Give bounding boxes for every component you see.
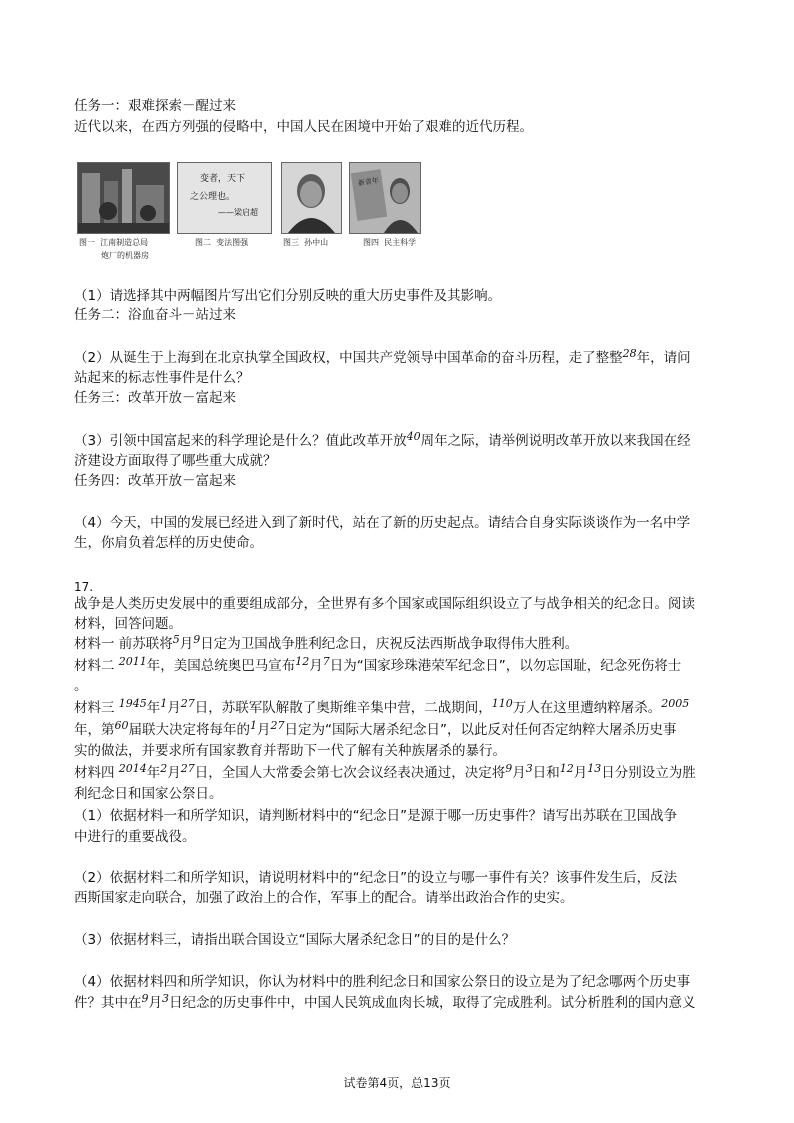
m2-n2: 12	[295, 655, 310, 668]
m3-n5: 2005	[661, 697, 690, 710]
sun-yatsen-portrait	[281, 162, 342, 234]
m4-n5: 3	[525, 762, 533, 775]
fig1-caption-line2: 炮厂的机器房	[101, 251, 149, 260]
material-2-line2: 。	[74, 678, 88, 694]
question-2-line2: 站起来的标志性事件是什么？	[74, 370, 250, 386]
material-3-line3: 实的做法，并要求所有国家教育并帮助下一代了解有关种族屠杀的暴行。	[74, 743, 506, 759]
fig4-caption-text: 民主科学	[384, 238, 417, 247]
m3-l2a: 年，第	[74, 722, 115, 738]
q17-sub1-line2: 中进行的重要战役。	[74, 829, 196, 845]
m1-n1: 5	[172, 633, 180, 646]
magazine-title: 新青年	[357, 176, 380, 188]
question-3-line2: 济建设方面取得了哪些重大成就？	[74, 453, 277, 469]
fig2-caption-text: 变法图强	[216, 238, 249, 247]
q3-text-a: （3）引领中国富起来的科学理论是什么？值此改革开放	[74, 433, 407, 449]
m1-c: 日定为卫国战争胜利纪念日，庆祝反法西斯战争取得伟大胜利。	[200, 636, 579, 652]
fig2-caption	[195, 237, 248, 248]
m4-d: 日，全国人大常委会第七次会议经表决通过，决定将	[194, 765, 506, 781]
m4-n6: 12	[559, 762, 574, 775]
material-3-line1	[74, 698, 689, 719]
m2-n3: 7	[322, 655, 330, 668]
q3-text-b: 周年之际，请举例说明改革开放以来我国在经	[420, 433, 691, 449]
task2-title: 任务二：浴血奋斗－站过来	[74, 307, 236, 323]
question-4-line1: （4）今天，中国的发展已经进入到了新时代，站在了新的历史起点。请结合自身实际谈谈作为一名中学	[74, 515, 691, 531]
m3-n4: 110	[491, 697, 513, 710]
reform-quote-card	[177, 162, 272, 234]
question-17-number: 17.	[74, 580, 94, 594]
question-3-line1	[74, 431, 691, 452]
fig4-caption	[363, 237, 416, 248]
s4-n2: 3	[162, 992, 169, 1005]
m4-n2: 2	[160, 762, 168, 775]
q17-sub4-line1: （4）依据材料四和所学知识，你认为材料中的胜利纪念日和国家公祭日的设立是为了纪念哪两个历史事	[74, 974, 691, 990]
m2-a: 材料二	[74, 658, 119, 674]
page-footer: 试卷第4页，总13页	[343, 1076, 451, 1090]
q17-sub2-line1: （2）依据材料二和所学知识，请说明材料中的“纪念日”的设立与哪一事件有关？该事件发生后，反法	[74, 870, 678, 886]
m2-d: 日为“国家珍珠港荣军纪念日”，以勿忘国耻，纪念死伤将士	[329, 658, 682, 674]
m3-d: 日，苏联军队解散了奥斯维辛集中营，二战期间，	[194, 700, 492, 716]
m4-c: 月	[167, 765, 181, 781]
m4-n7: 13	[587, 762, 602, 775]
m2-n1: 2011	[118, 655, 147, 668]
fig1-caption	[79, 237, 148, 248]
m3-e: 万人在这里遭纳粹屠杀。	[512, 700, 662, 716]
task3-title: 任务三：改革开放－富起来	[74, 390, 236, 406]
m3-c: 月	[167, 700, 181, 716]
q17-intro-line1: 战争是人类历史发展中的重要组成部分，全世界有多个国家或国际组织设立了与战争相关的纪念日。阅读	[74, 596, 695, 612]
fig4-num: 图四	[363, 238, 379, 247]
new-youth-image	[350, 163, 420, 233]
m4-n4: 9	[505, 762, 513, 775]
fig1-caption-line1: 江南制造总局	[100, 238, 149, 247]
m2-b: 年，美国总统奥巴马宣布	[146, 658, 296, 674]
fig3-caption-text: 孙中山	[304, 238, 329, 247]
task1-intro: 近代以来，在西方列强的侵略中，中国人民在困境中开始了艰难的近代历程。	[74, 119, 533, 135]
material-1	[74, 634, 578, 655]
m3-a: 材料三	[74, 700, 119, 716]
quote-author: ——梁启超	[218, 208, 258, 217]
m3-n3: 27	[180, 697, 195, 710]
m1-a: 材料一 前苏联将	[74, 636, 173, 652]
material-3-line2	[74, 720, 677, 741]
material-4-line2: 利纪念日和国家公祭日。	[74, 786, 223, 802]
m3-n1: 1945	[118, 697, 147, 710]
fig2-num: 图二	[195, 238, 211, 247]
m4-a: 材料四	[74, 765, 119, 781]
m4-e: 月	[512, 765, 526, 781]
factory-machines-image	[78, 163, 169, 233]
m2-c: 月	[309, 658, 323, 674]
m3-n2: 1	[160, 697, 168, 710]
fig3-caption	[283, 237, 328, 248]
q2-text-a: （2）从诞生于上海到在北京执掌全国政权，中国共产党领导中国革命的奋斗历程，走了整整	[74, 350, 623, 366]
fig3-num: 图三	[283, 238, 299, 247]
q17-sub4-line2	[74, 993, 696, 1014]
material-2	[74, 656, 681, 677]
q3-years: 40	[406, 430, 421, 443]
question-1: （1）请选择其中两幅图片写出它们分别反映的重大历史事件及其影响。	[74, 288, 502, 304]
m3-n7: 1	[250, 719, 257, 732]
m4-n3: 27	[180, 762, 195, 775]
m1-b: 月	[179, 636, 194, 652]
portrait-image	[282, 163, 341, 233]
figure-strip	[77, 162, 421, 266]
q17-intro-line2: 材料，回答问题。	[74, 616, 182, 632]
material-4-line1	[74, 763, 696, 784]
factory-photo	[77, 162, 170, 234]
s4-l2c: 日纪念的历史事件中，中国人民筑成血肉长城，取得了完成胜利。试分析胜利的国内意义	[169, 995, 696, 1011]
s4-n1: 9	[141, 992, 149, 1005]
task1-title: 任务一：艰难探索－醒过来	[74, 98, 236, 114]
democracy-science-photo	[349, 162, 421, 234]
fig1-num: 图一	[79, 238, 95, 247]
s4-l2b: 月	[148, 995, 162, 1011]
s4-l2a: 件？其中在	[74, 995, 142, 1011]
q17-sub2-line2: 西斯国家走向联合，加强了政治上的合作，军事上的配合。请举出政治合作的史实。	[74, 890, 574, 906]
m3-l2b: 届联大决定将每年的	[128, 722, 250, 738]
m4-b: 年	[146, 765, 161, 781]
question-2-line1	[74, 348, 691, 369]
m4-f: 日和	[532, 765, 560, 781]
q2-years: 28	[622, 347, 637, 360]
quote-line-2: 之公理也。	[190, 192, 236, 202]
q17-sub3: （3）依据材料三，请指出联合国设立“国际大屠杀纪念日”的目的是什么？	[74, 932, 516, 948]
m3-l2d: 日定为“国际大屠杀纪念日”，以此反对任何否定纳粹大屠杀历史事	[284, 722, 677, 738]
m1-n2: 9	[193, 633, 201, 646]
m3-n6: 60	[114, 719, 129, 732]
task4-title: 任务四：改革开放－富起来	[74, 473, 236, 489]
q17-sub1-line1: （1）依据材料一和所学知识，请判断材料中的“纪念日”是源于哪一历史事件？请写出苏联在卫国战争	[74, 808, 678, 824]
m4-h: 日分别设立为胜	[601, 765, 696, 781]
m3-b: 年	[146, 700, 161, 716]
m4-n1: 2014	[118, 762, 147, 775]
m3-l2c: 月	[257, 722, 271, 738]
m4-g: 月	[573, 765, 588, 781]
quote-line-1: 变者，天下	[200, 174, 246, 184]
q2-text-b: 年，请问	[636, 350, 691, 366]
m3-n8: 27	[270, 719, 285, 732]
question-4-line2: 生，你肩负着怎样的历史使命。	[74, 535, 263, 551]
